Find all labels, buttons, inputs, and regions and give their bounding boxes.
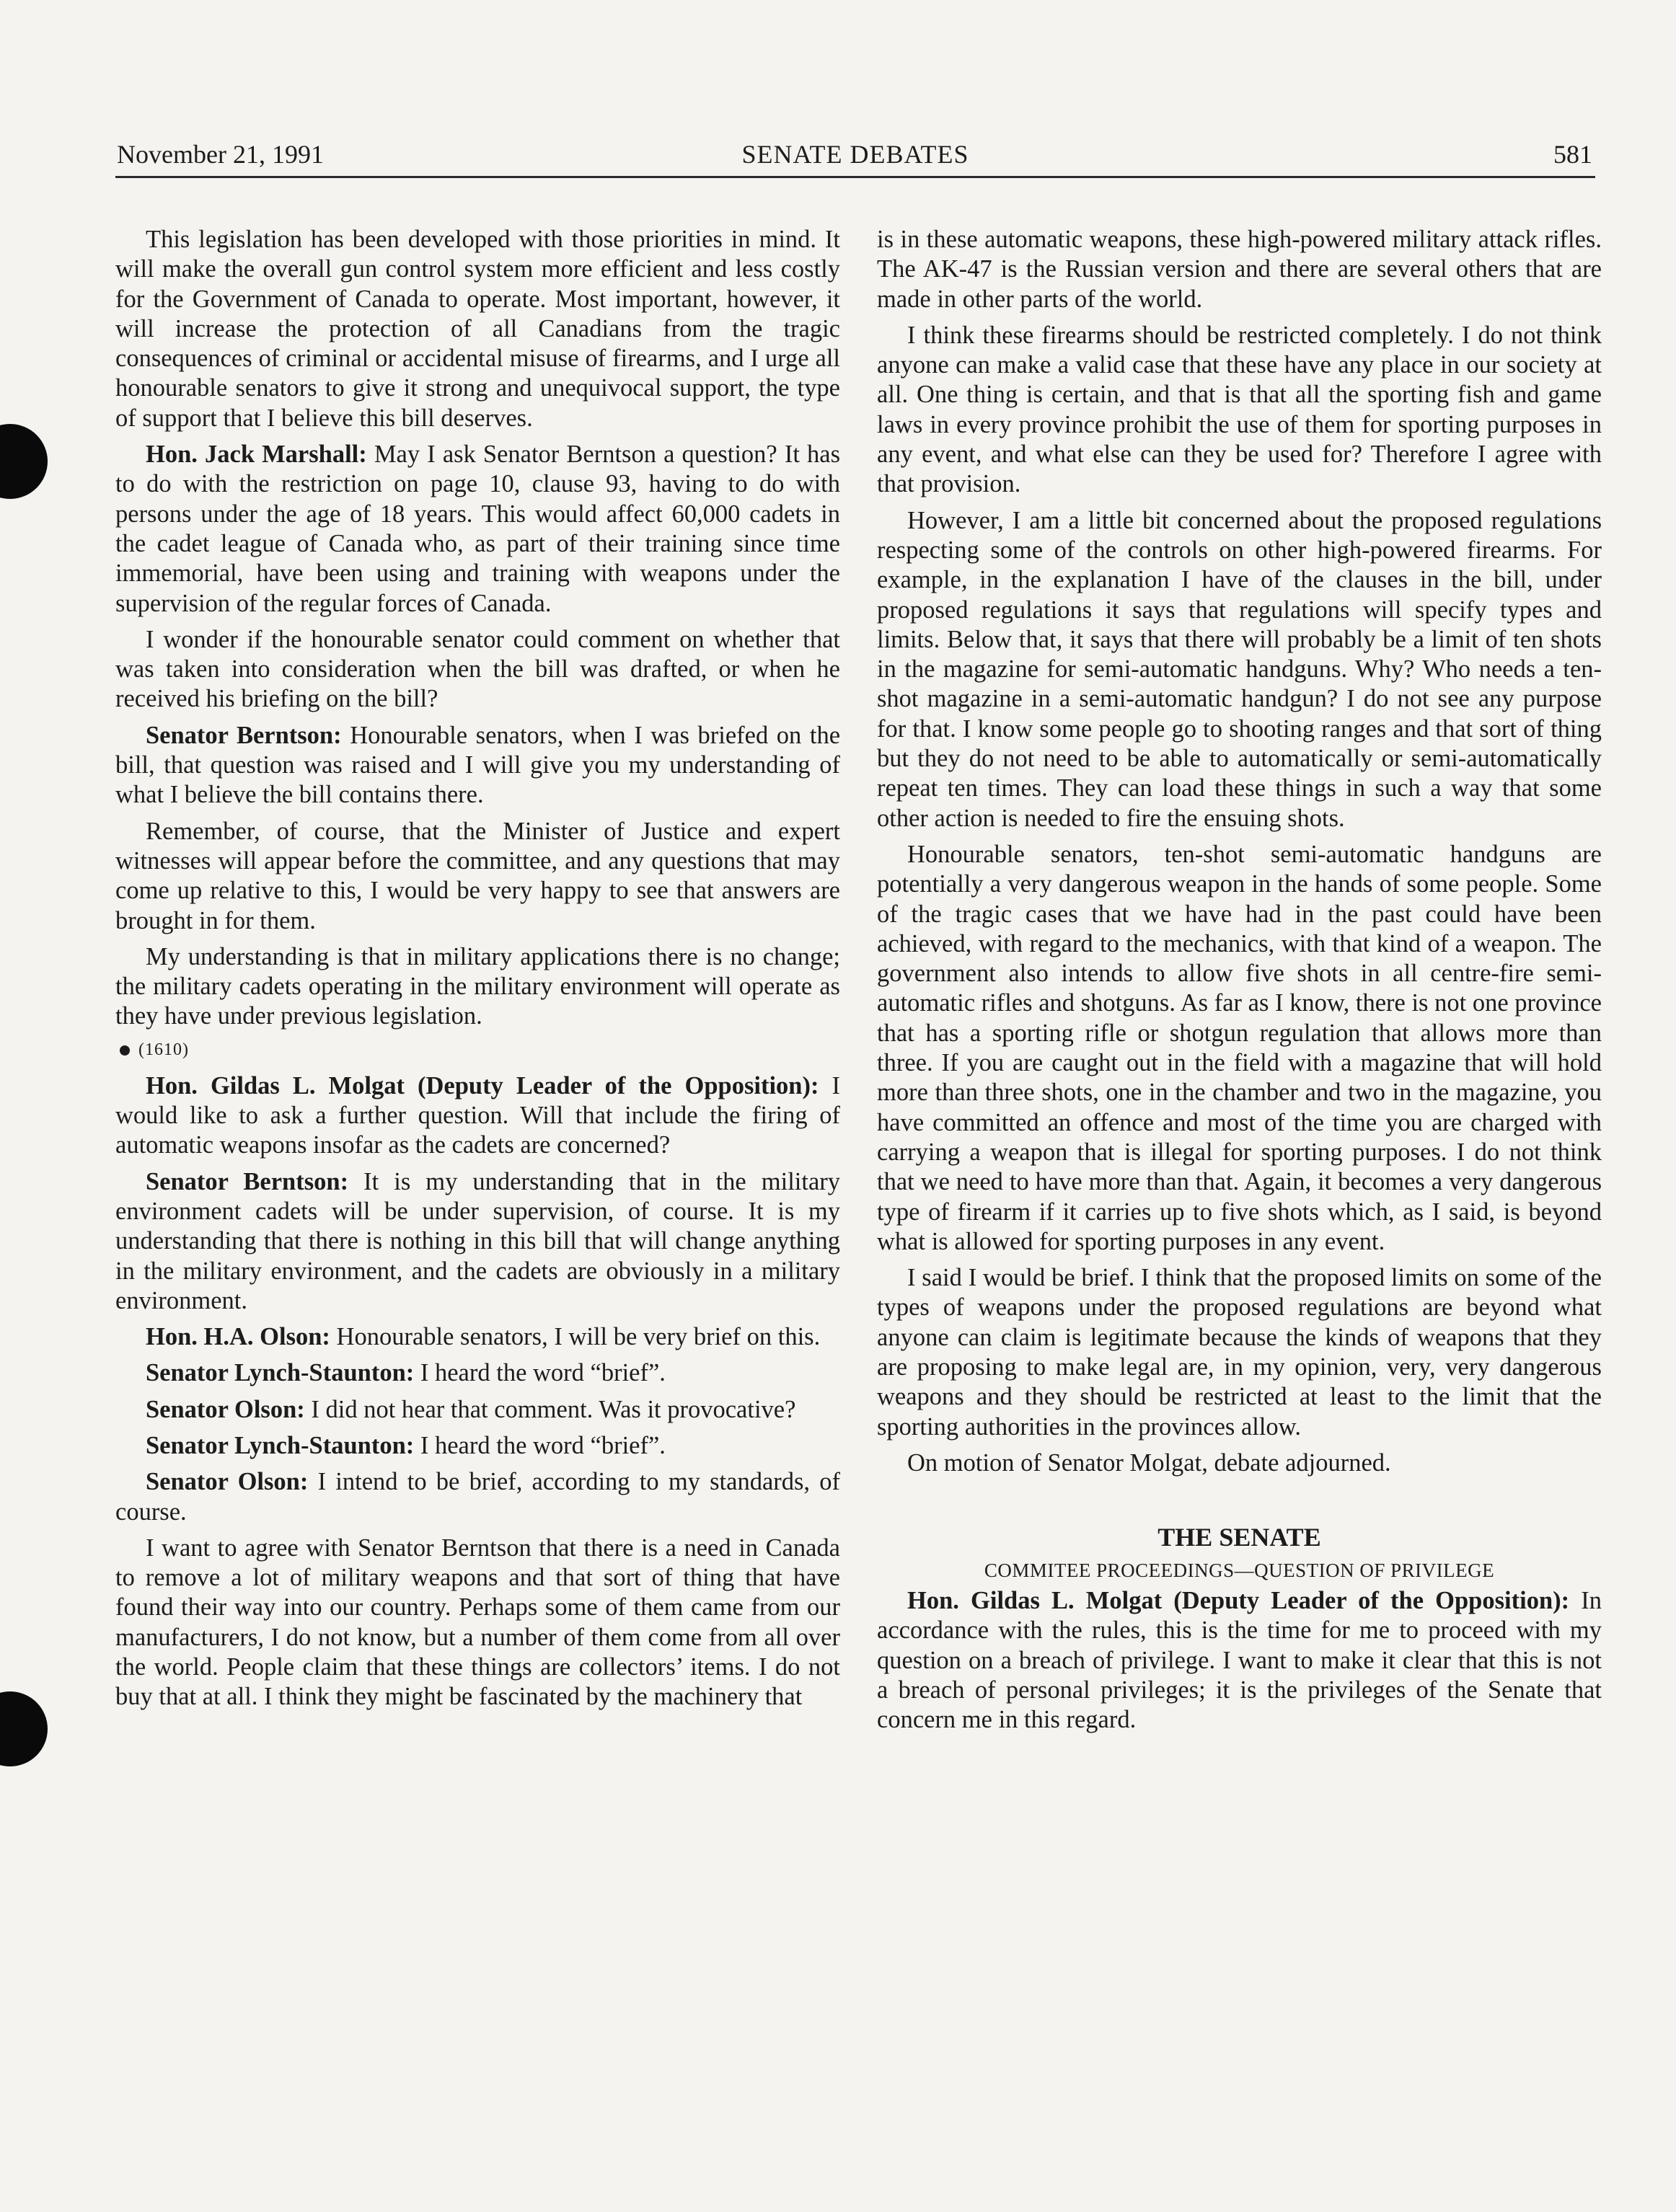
right-text-column xyxy=(877,225,1602,1742)
speaker-name: Hon. Jack Marshall: xyxy=(146,441,367,469)
paragraph: I wonder if the honourable senator could comment on whether that was taken into consideration when the bill was drafted, or when he received his briefing on the bill? xyxy=(115,625,840,713)
speech-text: Honourable senators, when I was briefed on the bill, that question was raised and I will give you my understanding of what I believe the bill contains there. xyxy=(115,721,841,809)
paragraph: This legislation has been developed with those priorities in mind. It will make the overall gun control system more efficient and less costly for the Government of Canada to operate. Most important, however, it will increase the protection of all Canadians from the tragic consequences of criminal or accidental misuse of firearms, and I urge all honourable senators to give it strong and unequivocal support, the type of support that I believe this bill deserves. xyxy=(115,226,840,432)
paragraph: On motion of Senator Molgat, debate adjourned. xyxy=(907,1448,1391,1477)
speech-text: It is my understanding that in the military environment cadets will be under supervision, of course. It is my understanding that there is nothing in this bill that will change anything in the military environment, and the cadets are obviously in a military environment. xyxy=(115,1167,841,1314)
speech-text: I heard the word “brief”. xyxy=(414,1431,666,1459)
speech-paragraph xyxy=(115,1431,840,1461)
speech-paragraph xyxy=(115,1358,840,1388)
speaker-name: Senator Lynch-Staunton: xyxy=(146,1359,415,1387)
speaker-name: Hon. Gildas L. Molgat (Deputy Leader of the Opposition): xyxy=(146,1071,819,1100)
running-header xyxy=(115,138,1595,178)
speech-paragraph xyxy=(877,1586,1602,1735)
speech-paragraph xyxy=(115,1322,840,1352)
binder-punch-hole-top xyxy=(0,424,48,499)
speech-text: I heard the word “brief”. xyxy=(414,1359,666,1387)
speaker-name: Senator Olson: xyxy=(146,1395,305,1423)
speech-paragraph xyxy=(115,721,840,810)
speech-text: I would like to ask a further question. Will that include the firing of automatic weapons insofar as the cadets are concerned? xyxy=(115,1071,840,1159)
header-page-number: 581 xyxy=(1553,140,1592,169)
paragraph: I want to agree with Senator Berntson that there is a need in Canada to remove a lot of military weapons and that sort of thing that have found their way into our country. Perhaps some of them came from our manufacturers, I do not know, but a number of them come from all over the world. People claim that these things are collectors’ items. I do not buy that at all. I think they might be fascinated by the machinery that xyxy=(115,1534,840,1711)
speaker-name: Senator Berntson: xyxy=(146,721,342,749)
speaker-name: Senator Olson: xyxy=(146,1468,309,1496)
speech-paragraph xyxy=(115,440,840,619)
speech-text: Honourable senators, I will be very brief on this. xyxy=(330,1323,821,1351)
header-publication-title: SENATE DEBATES xyxy=(741,140,969,169)
binder-punch-hole-bottom xyxy=(0,1691,48,1766)
speech-paragraph xyxy=(115,1167,840,1316)
time-marker xyxy=(120,1038,840,1061)
paragraph: However, I am a little bit concerned about the proposed regulations respecting some of the controls on other high-powered firearms. For example, in the explanation I have of the clauses in the bill, under proposed regulations it says that regulations will specify types and limits. Below that, it says that there will probably be a limit of ten shots in the magazine for semi-automatic handguns. Why? Who needs a ten-shot magazine in a semi-automatic handgun? I do not see any purpose for that. I know some people go to shooting ranges and that sort of thing but they do not need to be able to automatically or semi-automatically repeat ten times. They can load these things in such a way that some other action is needed to fire the ensuing shots. xyxy=(877,506,1602,832)
speech-text: I did not hear that comment. Was it provocative? xyxy=(304,1395,796,1423)
paragraph: Honourable senators, ten-shot semi-automatic handguns are potentially a very dangerous weapon in the hands of some people. Some of the tragic cases that we have had in the past could have been achieved, with regard to the mechanics, with that kind of a weapon. The government also intends to allow five shots in all centre-fire semi-automatic rifles and shotguns. As far as I know, there is not one province that has a sporting rifle or shotgun regulation that allows more than three. If you are caught out in the field with a magazine that will hold more than three shots, one in the chamber and two in the magazine, you have committed an offence and most of the time you are charged with carrying a weapon that is illegal for sporting purposes. I do not think that we need to have more than that. Again, it becomes a very dangerous type of firearm if it carries up to five shots which, as I said, is beyond what is allowed for sporting purposes in any event. xyxy=(877,840,1602,1255)
header-date: November 21, 1991 xyxy=(117,140,324,169)
speech-text: In accordance with the rules, this is the time for me to proceed with my question on a breach of privilege. I want to make it clear that this is not a breach of personal privileges; it is the privileges of the Senate that concern me in this regard. xyxy=(877,1587,1602,1734)
paragraph: Remember, of course, that the Minister of Justice and expert witnesses will appear before the committee, and any questions that may come up relative to this, I would be very happy to see that answers are brought in for them. xyxy=(115,817,840,934)
paragraph: I think these firearms should be restricted completely. I do not think anyone can make a valid case that these have any place in our society at all. One thing is certain, and that is that all the sporting fish and game laws in every province prohibit the use of them for sporting purposes in any event, and what else can they be used for? Therefore I agree with that provision. xyxy=(877,321,1602,498)
speaker-name: Hon. H.A. Olson: xyxy=(146,1323,330,1351)
paragraph-continued: is in these automatic weapons, these high-powered military attack rifles. The AK-47 is the Russian version and there are several others that are made in other parts of the world. xyxy=(877,226,1602,313)
bullet-dot-icon xyxy=(120,1045,130,1056)
time-marker-label: (1610) xyxy=(138,1040,189,1059)
section-heading: THE SENATE xyxy=(1157,1523,1321,1552)
speech-paragraph xyxy=(115,1395,840,1425)
left-text-column xyxy=(115,225,840,1719)
paragraph: My understanding is that in military applications there is no change; the military cadets operating in the military environment will operate as they have under previous legislation. xyxy=(115,942,840,1030)
speaker-name: Hon. Gildas L. Molgat (Deputy Leader of the Opposition): xyxy=(907,1587,1570,1615)
speech-paragraph xyxy=(115,1071,840,1161)
speaker-name: Senator Lynch-Staunton: xyxy=(146,1431,415,1459)
speech-paragraph xyxy=(115,1467,840,1527)
speech-text: I intend to be brief, according to my standards, of course. xyxy=(115,1468,841,1526)
speech-text: May I ask Senator Berntson a question? It has to do with the restriction on page 10, clause 93, having to do with persons under the age of 18 years. This would affect 60,000 cadets in the cadet league of Canada who, as part of their training since time immemorial, have been using and training with weapons under the supervision of the regular forces of Canada. xyxy=(115,441,840,617)
section-subheading: COMMITEE PROCEEDINGS—QUESTION OF PRIVILEGE xyxy=(984,1560,1495,1582)
speaker-name: Senator Berntson: xyxy=(146,1167,349,1195)
paragraph: I said I would be brief. I think that the proposed limits on some of the types of weapons under the proposed regulations are beyond what anyone can claim is legitimate because the kinds of weapons that they are proposing to make legal are, in my opinion, very, very dangerous weapons and they should be restricted at least to the limit that the sporting authorities in the provinces allow. xyxy=(877,1264,1602,1441)
